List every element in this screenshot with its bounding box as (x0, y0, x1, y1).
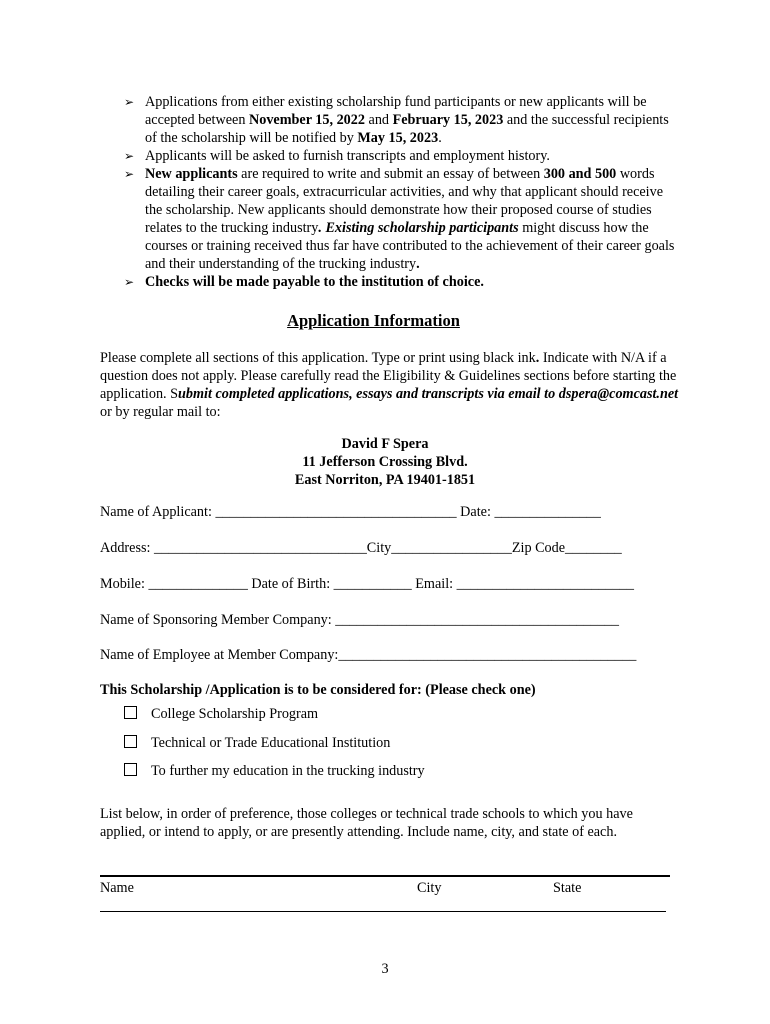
bullet-text: New applicants are required to write and submit an essay of between 300 and 500 words detailing their career goals, extracurricular activities, and why that applicant should receive the scholarship. New applicants should demonstrate how their proposed course of studies relates to the trucking industry. Existing scholarship participants might discuss how the courses or training received thus far have contributed to the achievement of their career goals and their understanding of the trucking industry. (145, 166, 675, 272)
checkbox[interactable] (124, 735, 137, 748)
checkbox[interactable] (124, 706, 137, 719)
option-label: College Scholarship Program (151, 706, 319, 722)
checkbox[interactable] (124, 763, 137, 776)
option-label: To further my education in the trucking industry (151, 763, 425, 779)
bullet-item (124, 273, 676, 291)
consideration-heading: This Scholarship /Application is to be considered for: (Please check one) (100, 682, 536, 698)
address-city: East Norriton, PA 19401-1851 (294, 472, 476, 488)
employee-name-field[interactable]: Name of Employee at Member Company:__________________________________________ (100, 647, 637, 663)
sponsoring-company-field[interactable]: Name of Sponsoring Member Company: ________________________________________ (100, 612, 619, 628)
applicant-name-date-field[interactable]: Name of Applicant: __________________________________ Date: _______________ (100, 504, 601, 520)
arrow-bullet-icon: ➢ (124, 149, 135, 163)
option-college-scholarship[interactable] (124, 706, 318, 723)
column-header-name: Name (100, 880, 134, 896)
section-title: Application Information (287, 311, 460, 330)
bullet-item (124, 165, 676, 273)
arrow-bullet-icon: ➢ (124, 95, 135, 109)
bullet-text: Applicants will be asked to furnish transcripts and employment history. (145, 148, 550, 164)
page-number: 3 (381, 961, 389, 977)
bullet-item (124, 93, 676, 147)
guidelines-bullet-list (124, 93, 676, 291)
option-technical-trade[interactable] (124, 735, 390, 752)
table-top-rule (100, 875, 670, 877)
mobile-dob-email-field[interactable]: Mobile: ______________ Date of Birth: ___________ Email: _________________________ (100, 576, 634, 592)
instructions-paragraph: Please complete all sections of this application. Type or print using black ink. Indicate with N/A if a question does not apply. Please carefully read the Eligibility & Guidelines sections before starting the application. Submit completed applications, essays and transcripts via email to dspera@comcast.net or by regular mail to: (100, 350, 679, 420)
option-label: Technical or Trade Educational Institution (151, 735, 391, 751)
address-city-zip-field[interactable]: Address: ______________________________City_________________Zip Code________ (100, 540, 622, 556)
column-header-city: City (417, 880, 442, 896)
option-trucking-education[interactable] (124, 763, 425, 780)
bullet-text: Checks will be made payable to the institution of choice. (145, 274, 484, 290)
address-name: David F Spera (341, 436, 429, 452)
schools-list-instructions: List below, in order of preference, those colleges or technical trade schools to which you have applied, or intend to apply, or are presently attending. Include name, city, and state of each. (100, 806, 633, 840)
mailing-address (0, 435, 770, 489)
arrow-bullet-icon: ➢ (124, 167, 135, 181)
column-header-state: State (553, 880, 582, 896)
arrow-bullet-icon: ➢ (124, 275, 135, 289)
address-street: 11 Jefferson Crossing Blvd. (302, 454, 468, 470)
bullet-text: Applications from either existing scholarship fund participants or new applicants will be accepted between November 15, 2022 and February 15, 2023 and the successful recipients of the scholarship will be notified by May 15, 2023. (145, 94, 669, 146)
school-entry-line[interactable] (100, 911, 666, 912)
bullet-item (124, 147, 676, 165)
